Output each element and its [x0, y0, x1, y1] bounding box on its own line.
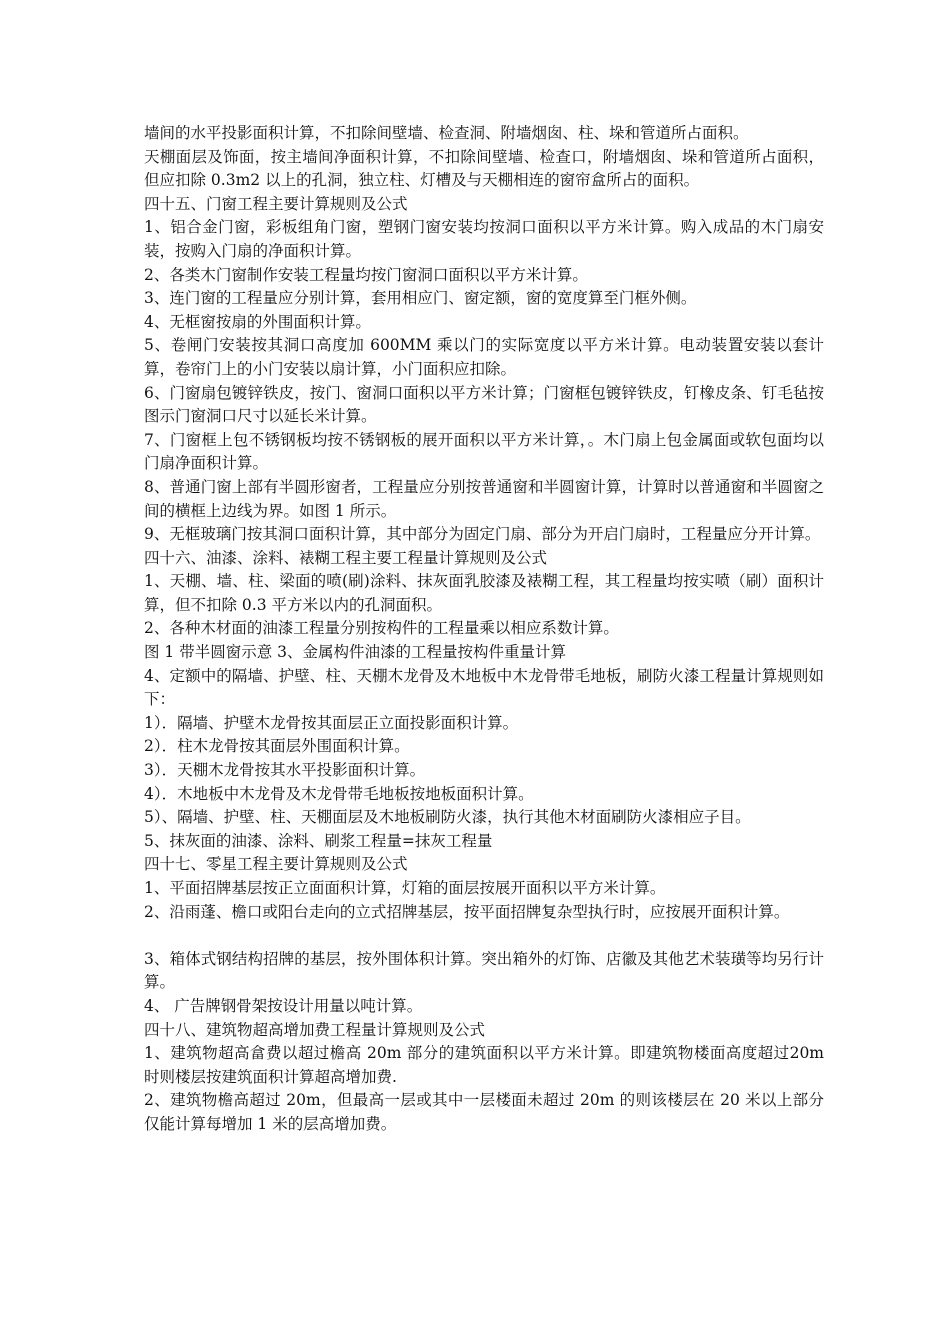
blank-line [144, 924, 824, 948]
sub-list-item: 4）．木地板中木龙骨及木龙骨带毛地板按地板面积计算。 [144, 784, 534, 803]
paragraph: 天棚面层及饰面，按主墙间净面积计算，不扣除间壁墙、检查口，附墙烟囱、垛和管道所占面积，但应扣除 0.3m2 以上的孔洞，独立柱、灯槽及与天棚相连的窗帘盒所占的面积。 [144, 147, 824, 190]
list-item: 4、 广告牌钢骨架按设计用量以吨计算。 [144, 996, 423, 1015]
list-item: 9、无框玻璃门按其洞口面积计算，其中部分为固定门扇、部分为开启门扇时，工程量应分开计算。 [144, 525, 821, 544]
list-item: 1、建筑物超高畣费以超过檐高 20m 部分的建筑面积以平方米计算。即建筑物楼面高度超过20m 时则楼层按建筑面积计算超高增加费. [144, 1044, 824, 1086]
list-item: 4、无框窗按扇的外围面积计算。 [144, 312, 371, 331]
list-item: 8、普通门窗上部有半圆形窗者，工程量应分别按普通窗和半圆窗计算，计算时以普通窗和半圆窗之间的横框上边线为界。如图 1 所示。 [144, 477, 824, 520]
list-item: 2、建筑物檐高超过 20m，但最高一层或其中一层楼面未超过 20m 的则该楼层在 20 米以上部分仅能计算每增加 1 米的层高增加费。 [144, 1091, 824, 1133]
list-item: 3、箱体式钢结构招牌的基层，按外围体积计算。突出箱外的灯饰、店徽及其他艺术装璜等均另行计算。 [144, 949, 824, 992]
list-item: 1、天棚、墙、柱、梁面的喷(刷)涂料、抹灰面乳胶漆及裱糊工程，其工程量均按实喷（刷）面积计算，但不扣除 0.3 平方米以内的孔洞面积。 [144, 572, 824, 614]
list-item: 4、定额中的隔墙、护壁、柱、天棚木龙骨及木地板中木龙骨带毛地板，刷防火漆工程量计算规则如下： [144, 666, 824, 709]
paragraph: 墙间的水平投影面积计算，不扣除间壁墙、检查洞、附墙烟囱、柱、垛和管道所占面积。 [144, 124, 749, 142]
figure-caption: 图 1 带半圆窗示意 3、金属构件油漆的工程量按构件重量计算 [144, 643, 567, 662]
sub-list-item: 1）．隔墙、护壁木龙骨按其面层正立面投影面积计算。 [144, 713, 519, 732]
section-heading: 四十五、门窗工程主要计算规则及公式 [144, 194, 408, 213]
list-item: 5、卷闸门安装按其洞口高度加 600MM 乘以门的实际宽度以平方米计算。电动装置安装以套计算，卷帘门上的小门安装以扇计算，小门面积应扣除。 [144, 336, 824, 378]
section-heading: 四十八、建筑物超高增加费工程量计算规则及公式 [144, 1020, 486, 1039]
list-item: 2、沿雨蓬、檐口或阳台走向的立式招牌基层，按平面招牌复杂型执行时，应按展开面积计算。 [144, 902, 790, 921]
list-item: 1、平面招牌基层按正立面面积计算，灯箱的面层按展开面积以平方米计算。 [144, 879, 666, 897]
list-item: 1、铝合金门窗，彩板组角门窗，塑钢门窗安装均按洞口面积以平方米计算。购入成品的木门扇安装，按购入门扇的净面积计算。 [144, 218, 824, 260]
sub-list-item: 5）、隔墙、护壁、柱、天棚面层及木地板刷防火漆，执行其他木材面刷防火漆相应子目。 [144, 808, 751, 827]
list-item: 6、门窗扇包镀锌铁皮，按门、窗洞口面积以平方米计算；门窗框包镀锌铁皮，钉橡皮条、钉毛毡按图示门窗洞口尺寸以延长米计算。 [144, 383, 824, 426]
document-body [144, 122, 824, 1137]
sub-list-item: 3）．天棚木龙骨按其水平投影面积计算。 [144, 761, 426, 780]
sub-list-item: 2）．柱木龙骨按其面层外围面积计算。 [144, 737, 410, 756]
list-item: 7、门窗框上包不锈钢板均按不锈钢板的展开面积以平方米计算，。木门扇上包金属面或软包面均以门扇净面积计算。 [144, 430, 824, 473]
list-item: 2、各类木门窗制作安装工程量均按门窗洞口面积以平方米计算。 [144, 265, 588, 284]
list-item: 3、连门窗的工程量应分别计算，套用相应门、窗定额，窗的宽度算至门框外侧。 [144, 289, 697, 308]
list-item: 5、抹灰面的油漆、涂料、刷浆工程量=抹灰工程量 [144, 831, 493, 850]
list-item: 2、各种木材面的油漆工程量分别按构件的工程量乘以相应系数计算。 [144, 619, 619, 638]
section-heading: 四十七、零星工程主要计算规则及公式 [144, 855, 408, 874]
section-heading: 四十六、油漆、涂料、裱糊工程主要工程量计算规则及公式 [144, 548, 548, 567]
